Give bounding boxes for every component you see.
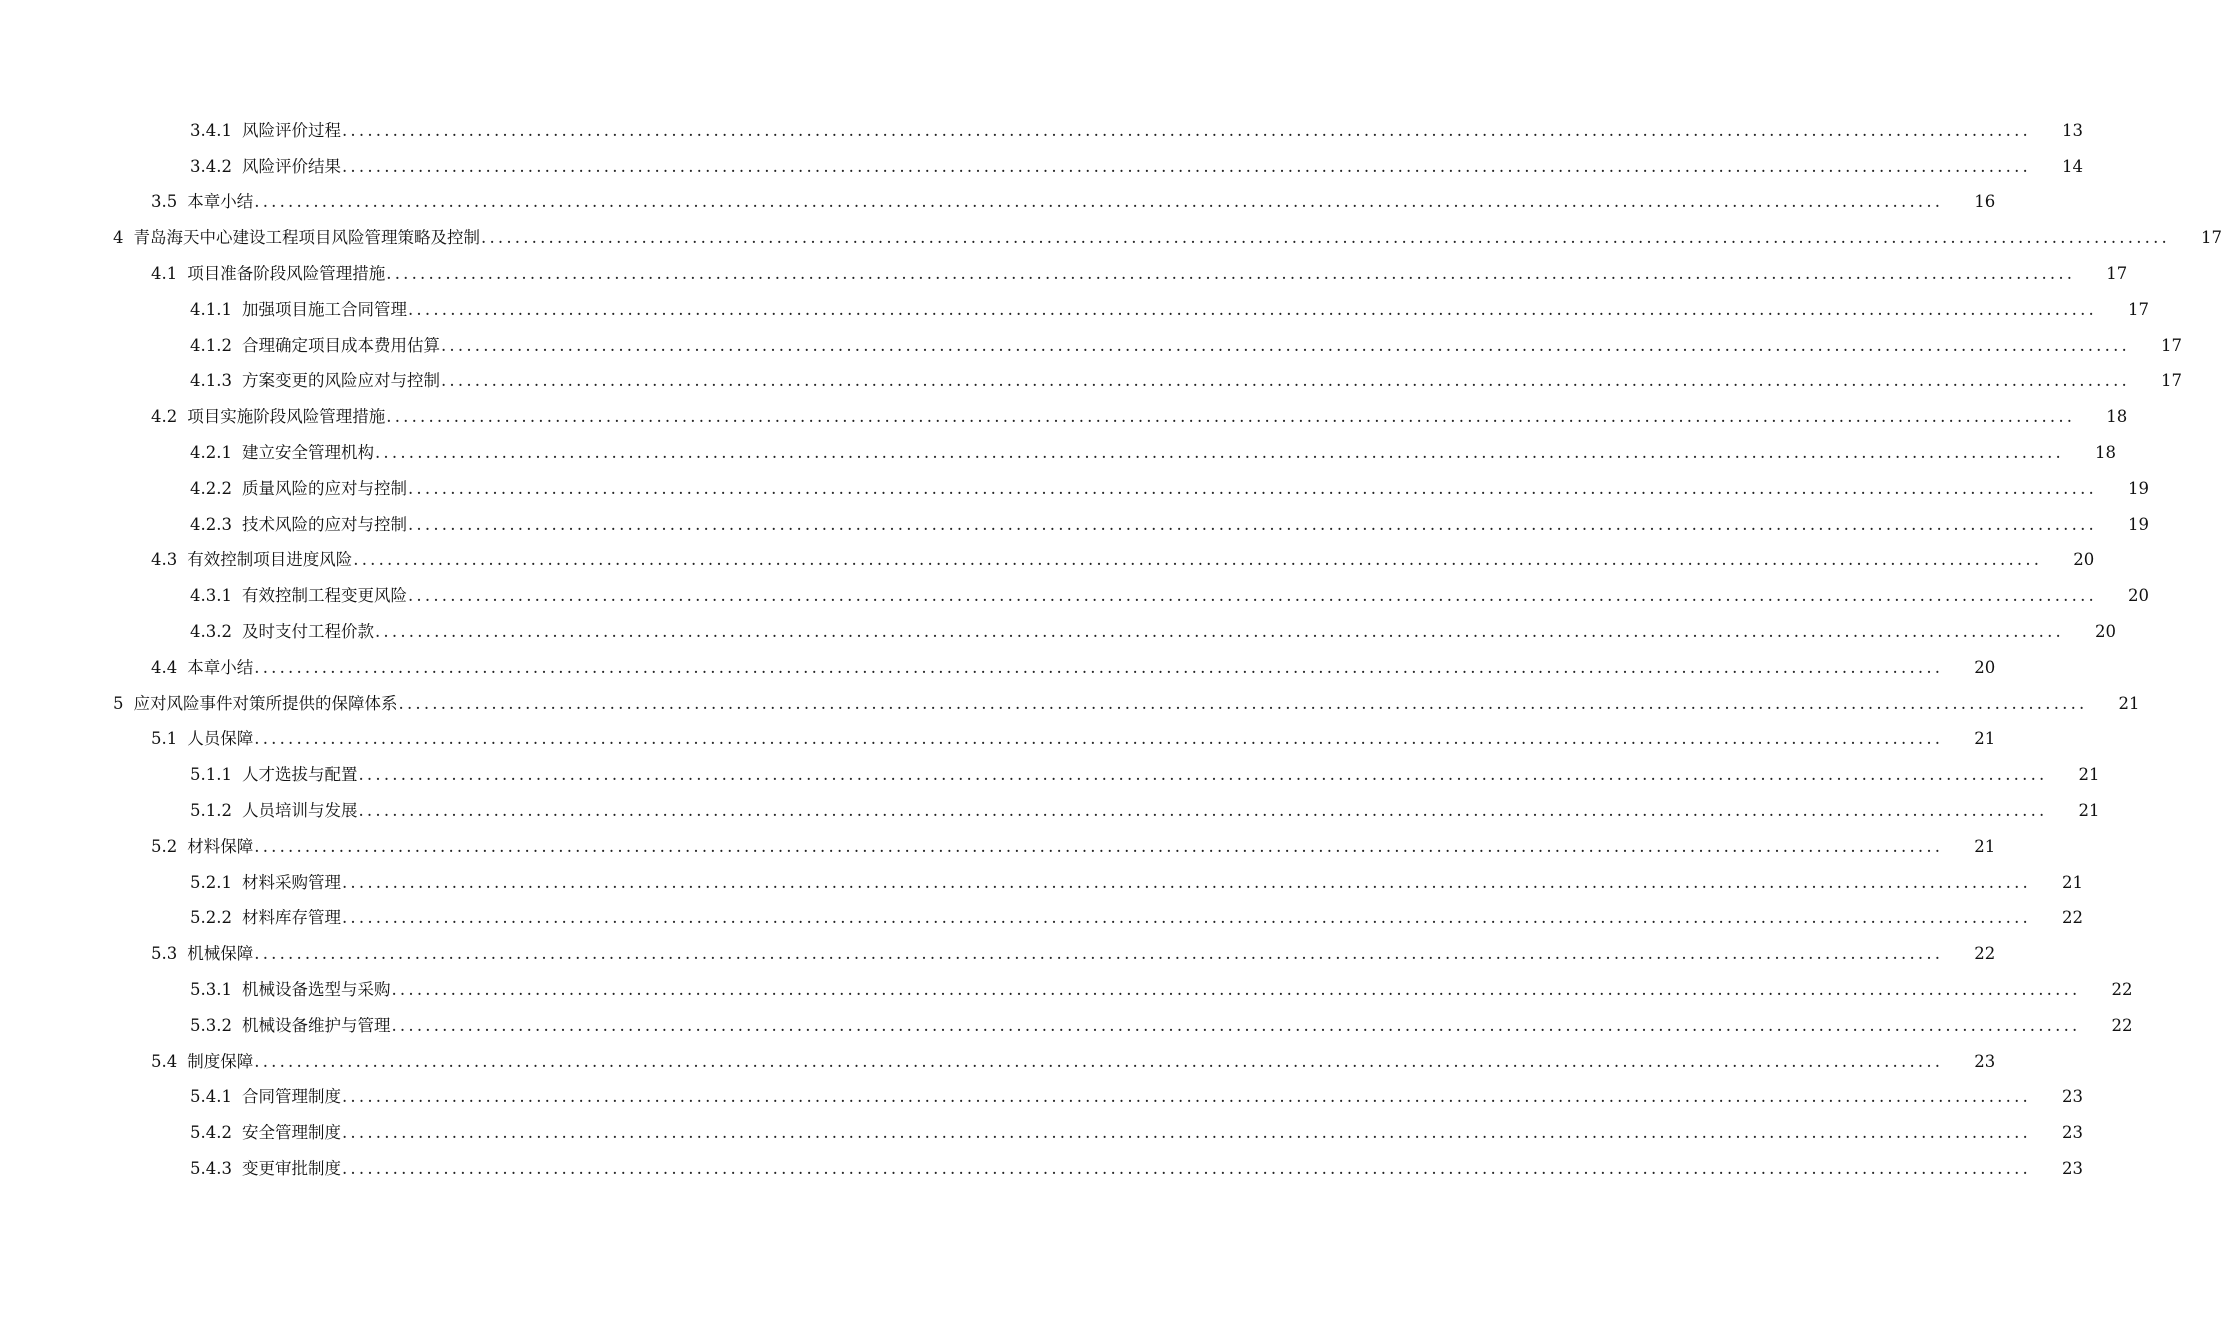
- toc-entry[interactable]: [0, 328, 2182, 364]
- toc-entry[interactable]: [0, 435, 2116, 471]
- toc-entry[interactable]: [0, 113, 2083, 149]
- section-title: 应对风险事件对策所提供的保障体系: [133, 693, 398, 713]
- page-number: 18: [2094, 443, 2116, 463]
- dot-leader: ........................................................................................................................................................................................................: [254, 729, 1944, 749]
- section-number: 4.1.3: [190, 371, 232, 391]
- section-number: 4.1: [151, 264, 178, 284]
- section-title: 加强项目施工合同管理: [241, 299, 407, 319]
- dot-leader: ........................................................................................................................................................................................................: [353, 550, 2043, 570]
- toc-entry[interactable]: [0, 543, 2095, 579]
- dot-leader: ........................................................................................................................................................................................................: [358, 765, 2048, 785]
- dot-leader: ........................................................................................................................................................................................................: [341, 1087, 2031, 1107]
- section-title: 合同管理制度: [241, 1087, 341, 1107]
- section-number: 4.1.1: [190, 299, 232, 319]
- section-number: 4.2: [151, 407, 178, 427]
- section-number: 4.2.1: [190, 443, 232, 463]
- section-title: 人才选拔与配置: [241, 765, 358, 785]
- section-number: 5.1.2: [190, 801, 232, 821]
- toc-entry[interactable]: [0, 1008, 2133, 1044]
- section-number: 3.4.2: [190, 156, 232, 176]
- page-number: 17: [2106, 264, 2128, 284]
- page-number: 21: [1974, 729, 1996, 749]
- section-number: 5.2.2: [190, 908, 232, 928]
- page-number: 13: [2061, 120, 2083, 140]
- section-number: 5.3.1: [190, 980, 232, 1000]
- section-title: 技术风险的应对与控制: [241, 514, 407, 534]
- section-title: 建立安全管理机构: [241, 443, 374, 463]
- dot-leader: ........................................................................................................................................................................................................: [341, 908, 2031, 928]
- section-title: 机械设备选型与采购: [241, 980, 391, 1000]
- toc-entry[interactable]: [0, 399, 2128, 435]
- toc-entry[interactable]: [0, 650, 1996, 686]
- page-number: 21: [2078, 765, 2100, 785]
- dot-leader: ........................................................................................................................................................................................................: [254, 192, 1944, 212]
- page-number: 21: [2061, 872, 2083, 892]
- dot-leader: ........................................................................................................................................................................................................: [407, 586, 2097, 606]
- dot-leader: ........................................................................................................................................................................................................: [386, 264, 2076, 284]
- toc-entry[interactable]: [0, 471, 2149, 507]
- section-title: 机械保障: [187, 944, 254, 964]
- section-title: 风险评价过程: [241, 120, 341, 140]
- section-title: 风险评价结果: [241, 156, 341, 176]
- section-number: 4: [113, 228, 124, 248]
- section-title: 人员培训与发展: [241, 801, 358, 821]
- section-title: 青岛海天中心建设工程项目风险管理策略及控制: [133, 228, 480, 248]
- page-number: 14: [2061, 156, 2083, 176]
- page-number: 23: [2061, 1159, 2083, 1178]
- section-title: 材料采购管理: [241, 872, 341, 892]
- section-number: 5.3.2: [190, 1015, 232, 1035]
- page-number: 21: [2078, 801, 2100, 821]
- page-number: 23: [2061, 1087, 2083, 1107]
- section-title: 有效控制工程变更风险: [241, 586, 407, 606]
- page-number: 17: [2200, 228, 2222, 248]
- section-number: 4.2.2: [190, 478, 232, 498]
- dot-leader: ........................................................................................................................................................................................................: [254, 836, 1944, 856]
- section-title: 项目准备阶段风险管理措施: [187, 264, 386, 284]
- dot-leader: ........................................................................................................................................................................................................: [440, 335, 2130, 355]
- toc-entry[interactable]: [0, 614, 2116, 650]
- toc-entry[interactable]: [0, 972, 2133, 1008]
- section-number: 3.5: [151, 192, 178, 212]
- table-of-contents: [0, 113, 2222, 1187]
- page-number: 21: [2118, 693, 2140, 713]
- section-title: 本章小结: [187, 192, 254, 212]
- dot-leader: ........................................................................................................................................................................................................: [358, 801, 2048, 821]
- dot-leader: ........................................................................................................................................................................................................: [440, 371, 2130, 391]
- section-title: 人员保障: [187, 729, 254, 749]
- dot-leader: ........................................................................................................................................................................................................: [407, 478, 2097, 498]
- dot-leader: ........................................................................................................................................................................................................: [374, 443, 2064, 463]
- toc-entry[interactable]: [0, 722, 1996, 758]
- dot-leader: ........................................................................................................................................................................................................: [341, 120, 2031, 140]
- page-number: 19: [2127, 514, 2149, 534]
- dot-leader: ........................................................................................................................................................................................................: [481, 228, 2170, 248]
- dot-leader: ........................................................................................................................................................................................................: [341, 156, 2031, 176]
- section-title: 材料库存管理: [241, 908, 341, 928]
- page-number: 19: [2127, 478, 2149, 498]
- dot-leader: ........................................................................................................................................................................................................: [391, 1015, 2081, 1035]
- section-number: 4.3.2: [190, 622, 232, 642]
- section-title: 合理确定项目成本费用估算: [241, 335, 440, 355]
- section-title: 安全管理制度: [241, 1123, 341, 1143]
- section-number: 5: [113, 693, 124, 713]
- section-number: 5.3: [151, 944, 178, 964]
- dot-leader: ........................................................................................................................................................................................................: [374, 622, 2064, 642]
- section-title: 项目实施阶段风险管理措施: [187, 407, 386, 427]
- section-number: 5.1: [151, 729, 178, 749]
- section-number: 5.4: [151, 1051, 178, 1071]
- dot-leader: ........................................................................................................................................................................................................: [407, 299, 2097, 319]
- toc-entry[interactable]: [0, 1115, 2083, 1151]
- toc-entry[interactable]: [0, 757, 2100, 793]
- page-number: 16: [1974, 192, 1996, 212]
- section-number: 5.2: [151, 836, 178, 856]
- toc-entry[interactable]: [0, 1044, 1996, 1080]
- section-number: 5.4.2: [190, 1123, 232, 1143]
- section-number: 5.2.1: [190, 872, 232, 892]
- section-number: 5.4.1: [190, 1087, 232, 1107]
- toc-entry[interactable]: [0, 149, 2083, 185]
- section-number: 5.1.1: [190, 765, 232, 785]
- toc-entry[interactable]: [0, 256, 2128, 292]
- dot-leader: ........................................................................................................................................................................................................: [391, 980, 2081, 1000]
- page-number: 22: [2111, 1015, 2133, 1035]
- dot-leader: ........................................................................................................................................................................................................: [254, 944, 1944, 964]
- page-number: 22: [2111, 980, 2133, 1000]
- section-number: 4.1.2: [190, 335, 232, 355]
- toc-entry[interactable]: [0, 220, 2222, 256]
- section-title: 制度保障: [187, 1051, 254, 1071]
- dot-leader: ........................................................................................................................................................................................................: [407, 514, 2097, 534]
- toc-entry[interactable]: [0, 185, 1996, 221]
- toc-entry[interactable]: [0, 1080, 2083, 1116]
- dot-leader: ........................................................................................................................................................................................................: [341, 1159, 2031, 1178]
- section-title: 材料保障: [187, 836, 254, 856]
- page-number: 22: [1974, 944, 1996, 964]
- toc-entry[interactable]: [0, 829, 1996, 865]
- page-number: 17: [2160, 335, 2182, 355]
- toc-entry[interactable]: [0, 793, 2100, 829]
- toc-entry[interactable]: [0, 578, 2149, 614]
- toc-entry[interactable]: [0, 364, 2182, 400]
- dot-leader: ........................................................................................................................................................................................................: [386, 407, 2076, 427]
- toc-entry[interactable]: [0, 292, 2149, 328]
- toc-entry[interactable]: [0, 936, 1996, 972]
- toc-entry[interactable]: [0, 901, 2083, 937]
- section-title: 质量风险的应对与控制: [241, 478, 407, 498]
- section-number: 4.3: [151, 550, 178, 570]
- page-number: 20: [2094, 622, 2116, 642]
- dot-leader: ........................................................................................................................................................................................................: [254, 657, 1944, 677]
- dot-leader: ........................................................................................................................................................................................................: [341, 872, 2031, 892]
- section-title: 有效控制项目进度风险: [187, 550, 353, 570]
- toc-entry[interactable]: [0, 686, 2140, 722]
- section-title: 变更审批制度: [241, 1159, 341, 1178]
- section-number: 4.4: [151, 657, 178, 677]
- section-number: 4.3.1: [190, 586, 232, 606]
- page-number: 17: [2127, 299, 2149, 319]
- toc-entry[interactable]: [0, 507, 2149, 543]
- toc-entry[interactable]: [0, 1151, 2083, 1187]
- page-number: 20: [1974, 657, 1996, 677]
- page-number: 18: [2106, 407, 2128, 427]
- page-number: 23: [1974, 1051, 1996, 1071]
- page-number: 23: [2061, 1123, 2083, 1143]
- dot-leader: ........................................................................................................................................................................................................: [341, 1123, 2031, 1143]
- page-number: 21: [1974, 836, 1996, 856]
- dot-leader: ........................................................................................................................................................................................................: [398, 693, 2088, 713]
- page-number: 22: [2061, 908, 2083, 928]
- section-title: 本章小结: [187, 657, 254, 677]
- section-title: 方案变更的风险应对与控制: [241, 371, 440, 391]
- section-title: 及时支付工程价款: [241, 622, 374, 642]
- section-number: 3.4.1: [190, 120, 232, 140]
- section-number: 5.4.3: [190, 1159, 232, 1178]
- section-title: 机械设备维护与管理: [241, 1015, 391, 1035]
- dot-leader: ........................................................................................................................................................................................................: [254, 1051, 1944, 1071]
- page-number: 20: [2127, 586, 2149, 606]
- page-number: 17: [2160, 371, 2182, 391]
- page-number: 20: [2073, 550, 2095, 570]
- toc-entry[interactable]: [0, 865, 2083, 901]
- section-number: 4.2.3: [190, 514, 232, 534]
